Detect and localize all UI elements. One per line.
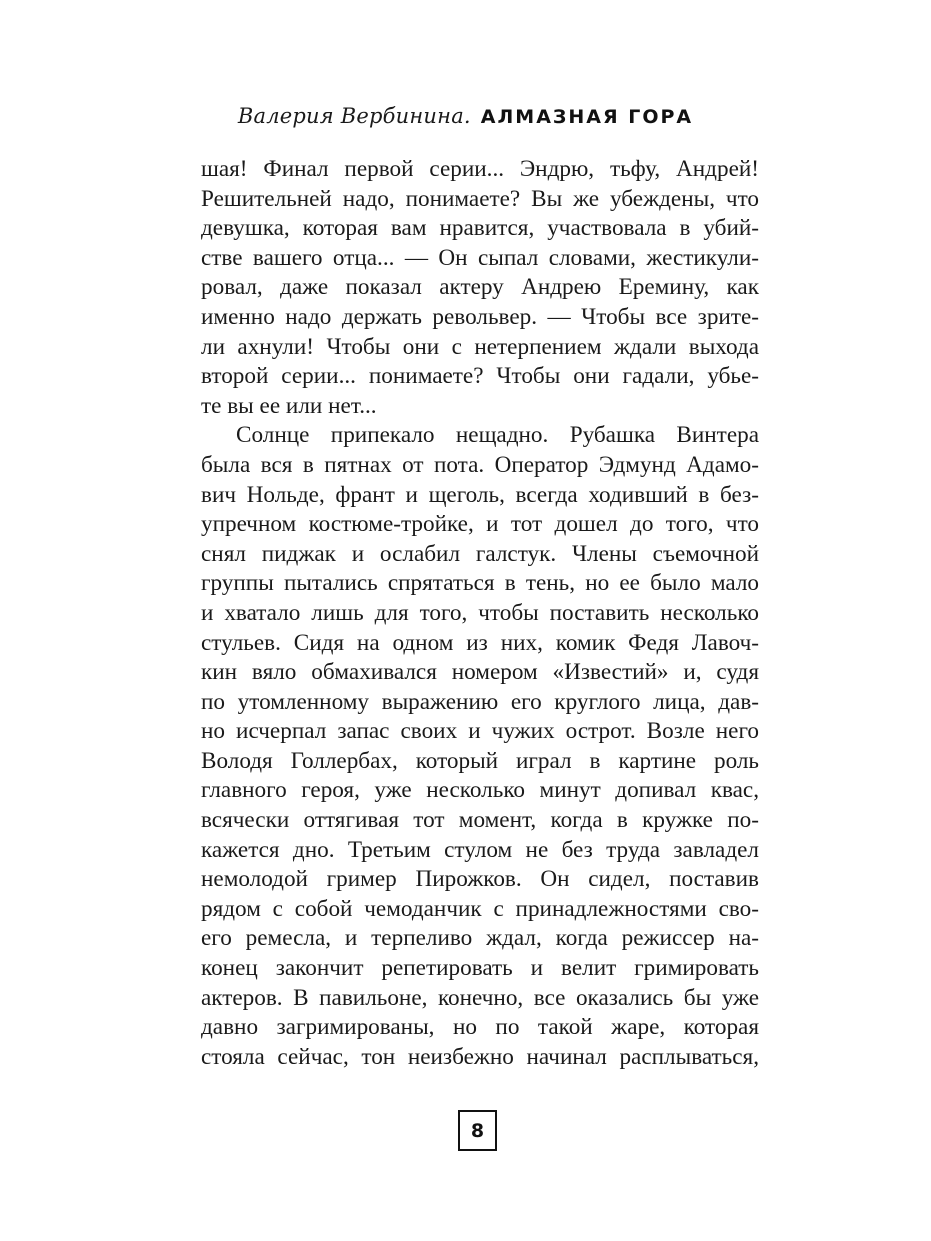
text-line: Володя Голлербах, который играл в картине роль — [201, 747, 759, 774]
text-line: была вся в пятнах от пота. Оператор Эдмунд Адамо- — [201, 451, 759, 478]
text-line: именно надо держать револьвер. — Чтобы все зрите- — [201, 303, 759, 330]
text-line: вич Нольде, франт и щеголь, всегда ходивший в без- — [201, 481, 759, 508]
text-line: Решительней надо, понимаете? Вы же убеждены, что — [201, 185, 759, 212]
text-line: главного героя, уже несколько минут допивал квас, — [201, 777, 759, 804]
text-line: упречном костюме-тройке, и тот дошел до того, что — [201, 511, 759, 538]
page-number: 8 — [470, 1119, 485, 1142]
paragraph-first-line: Солнце припекало нещадно. Рубашка Винтера — [236, 422, 759, 449]
body-text — [201, 155, 759, 1072]
text-line: по утомленному выражению его круглого лица, дав- — [201, 688, 759, 715]
text-line: шая! Финал первой серии... Эндрю, тьфу, Андрей! — [201, 156, 759, 182]
text-line: всячески оттягивая тот момент, когда в кружке по- — [201, 807, 759, 834]
text-line: снял пиджак и ослабил галстук. Члены съемочной — [201, 540, 759, 567]
text-line: и хватало лишь для того, чтобы поставить несколько — [201, 599, 759, 626]
text-line: давно загримированы, но по такой жаре, которая — [201, 1014, 759, 1041]
page-number-box — [458, 1110, 497, 1151]
text-line: ли ахнули! Чтобы они с нетерпением ждали выхода — [201, 333, 759, 360]
text-line: немолодой гример Пирожков. Он сидел, поставив — [201, 866, 759, 893]
book-title: АЛМАЗНАЯ ГОРА — [480, 106, 694, 128]
text-line: девушка, которая вам нравится, участвовала в убий- — [201, 215, 759, 242]
text-line: кажется дно. Третьим стулом не без труда завладел — [201, 836, 759, 863]
paragraph-end-line: те вы ее или нет... — [201, 392, 377, 419]
text-line: актеров. В павильоне, конечно, все оказались бы уже — [201, 984, 759, 1011]
text-line: ровал, даже показал актеру Андрею Еремину, как — [201, 274, 759, 301]
text-line: конец закончит репетировать и велит гримировать — [201, 955, 759, 982]
text-line: группы пытались спрятаться в тень, но ее было мало — [201, 570, 759, 597]
text-line: его ремесла, и терпеливо ждал, когда режиссер на- — [201, 925, 759, 952]
text-line: стве вашего отца... — Он сыпал словами, жестикули- — [201, 244, 759, 271]
text-line: рядом с собой чемоданчик с принадлежностями сво- — [201, 895, 759, 922]
author-name: Валерия Вербинина. — [237, 104, 471, 128]
text-line: стояла сейчас, тон неизбежно начинал расплываться, — [201, 1043, 759, 1070]
running-header — [0, 104, 931, 128]
text-line: кин вяло обмахивался номером «Известий» и, судя — [201, 659, 759, 686]
text-line: но исчерпал запас своих и чужих острот. Возле него — [201, 718, 759, 745]
text-line: стульев. Сидя на одном из них, комик Федя Лавоч- — [201, 629, 759, 656]
text-line: второй серии... понимаете? Чтобы они гадали, убье- — [201, 363, 759, 390]
